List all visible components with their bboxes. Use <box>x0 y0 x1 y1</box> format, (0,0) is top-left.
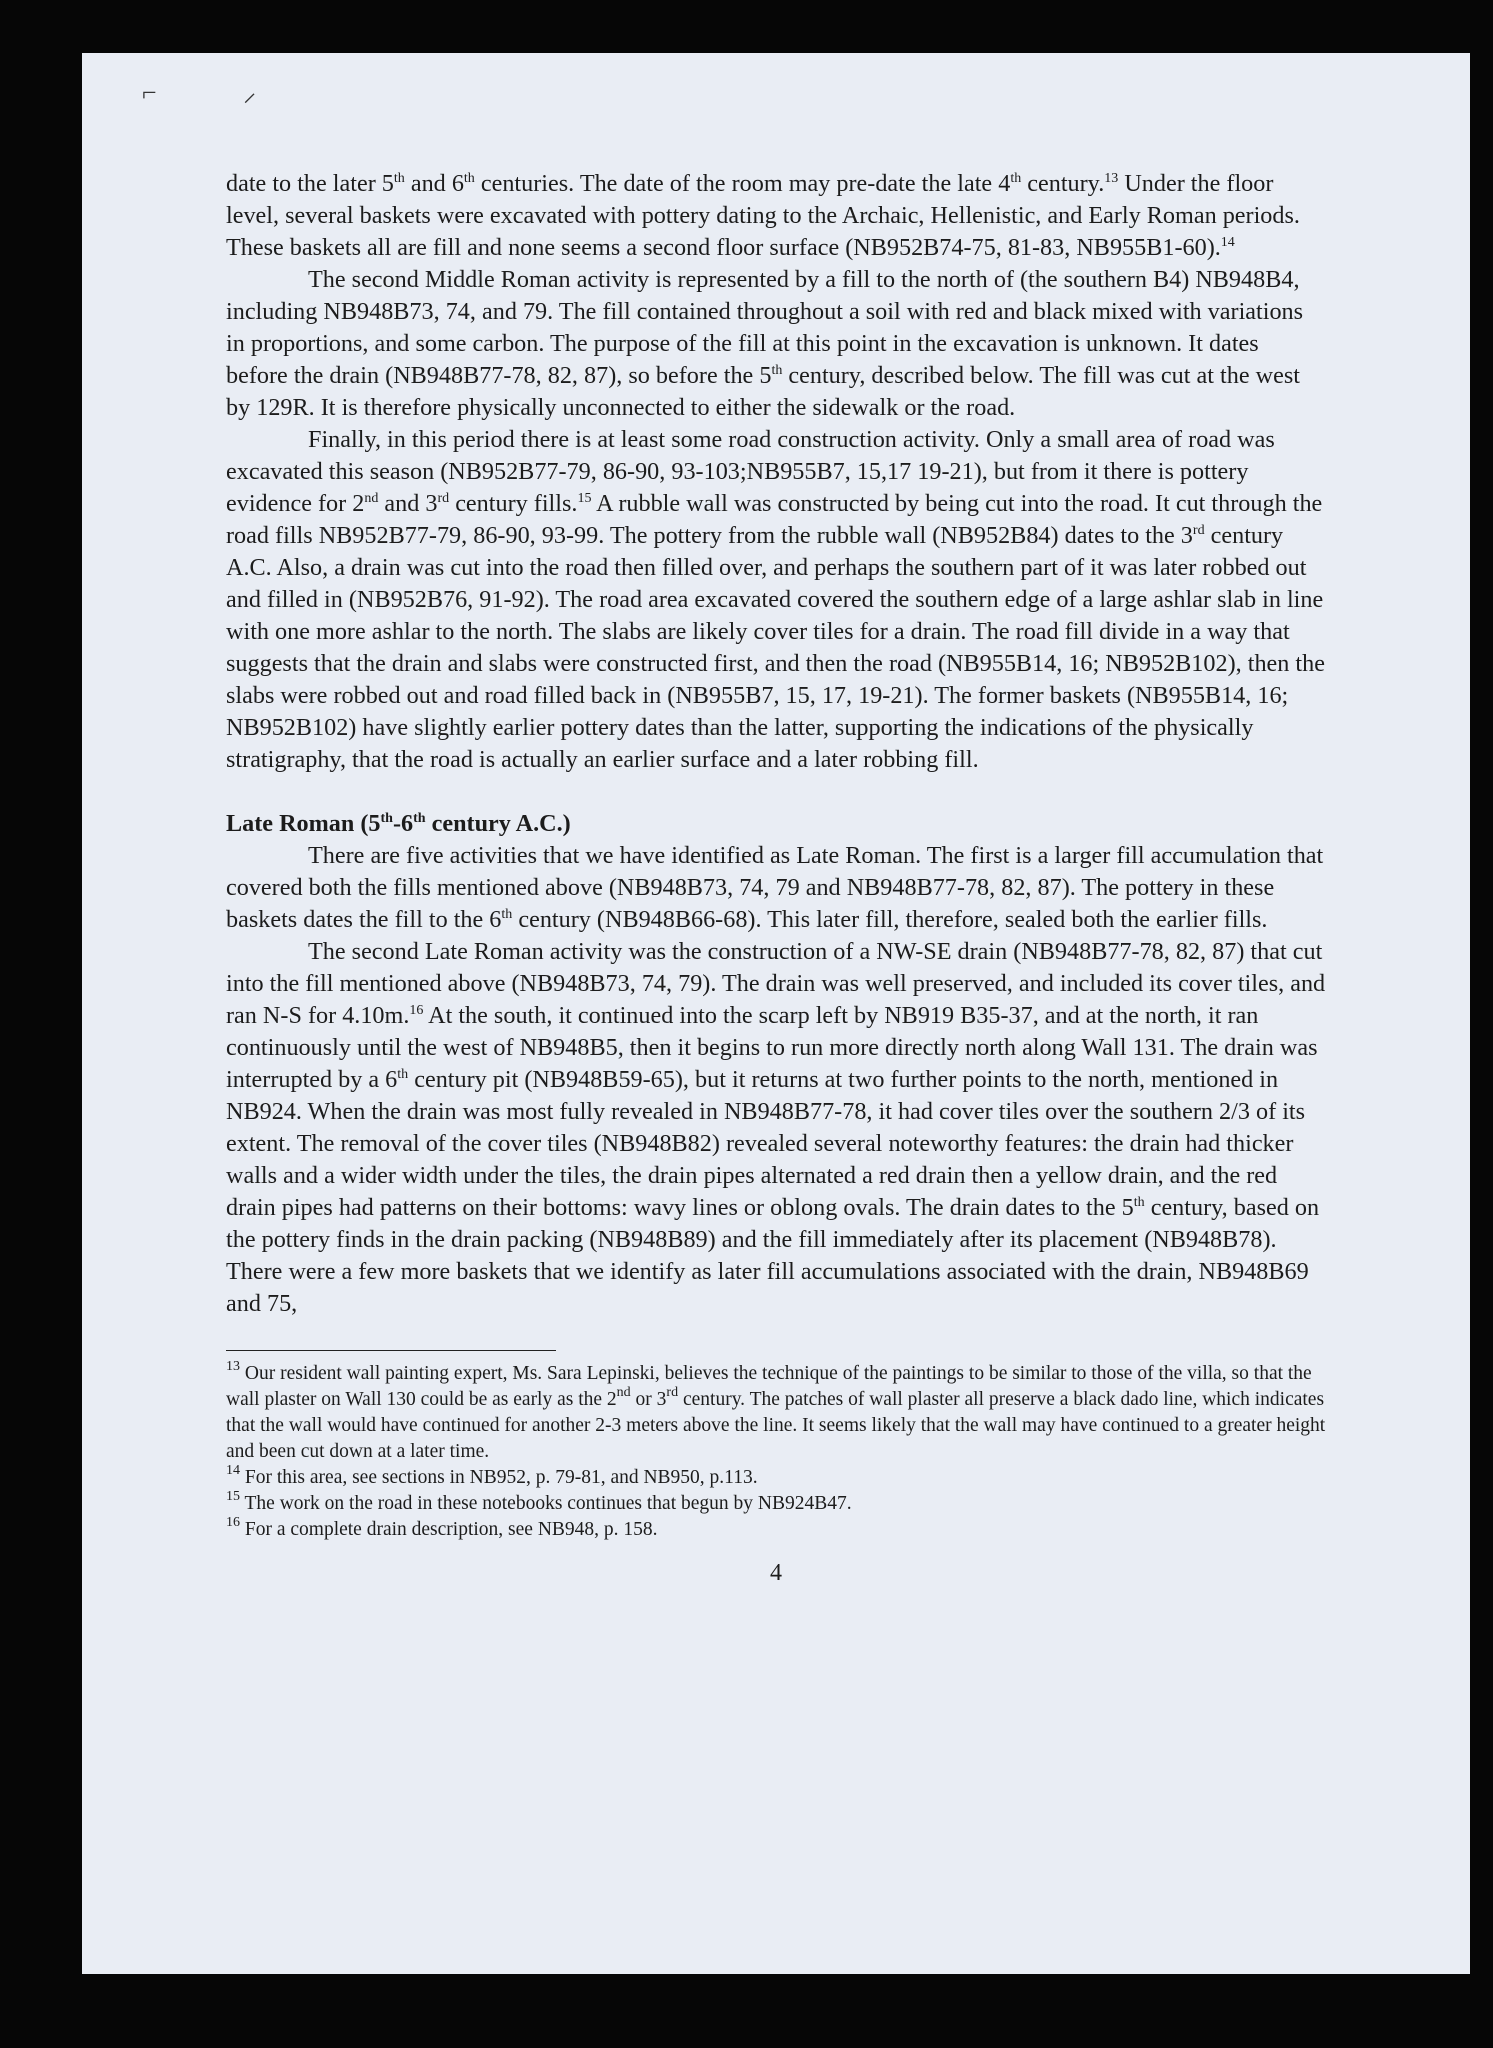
footnote: $^{15}$ The work on the road in these notebooks continues that begun by NB924B47. <box>226 1489 852 1514</box>
superscript: nd <box>616 1385 631 1400</box>
superscript: 13 <box>226 1359 240 1374</box>
superscript: rd <box>437 491 450 506</box>
footnotes <box>226 1361 1326 1543</box>
paragraph: The second Late Roman activity was the construction of a NW-SE drain (NB948B77-78, 82, 87) that cut into the fill mentioned above (NB948B73, 74, 79). The drain was well preserved, and included its cover tiles, and ran N-S for 4.10m.$^{16}$ At the south, it continued into the scarp left by NB919 B35-37, and at the north, it ran continuously until the west of NB948B5, then it begins to run more directly north along Wall 131. The drain was interrupted by a 6th century pit (NB948B59-65), but it returns at two further points to the north, mentioned in NB924. When the drain was most fully revealed in NB948B77-78, it had cover tiles over the southern 2/3 of its extent. The removal of the cover tiles (NB948B82) revealed several noteworthy features: the drain had thicker walls and a wider width under the tiles, the drain pipes alternated a red drain then a yellow drain, and the red drain pipes had patterns on their bottoms: wavy lines or oblong ovals. The drain dates to the 5th century, based on the pottery finds in the drain packing (NB948B89) and the fill immediately after its placement (NB948B78). There were a few more baskets that we identify as later fill accumulations associated with the drain, NB948B69 and 75, <box>226 938 1326 1317</box>
superscript: th <box>397 1067 409 1082</box>
section-heading: Late Roman (5th-6th century A.C.) <box>226 810 571 837</box>
paragraph: Finally, in this period there is at least some road construction activity. Only a small area of road was excavated this season (NB952B77-79, 86-90, 93-103;NB955B7, 15,17 19-21), but from it there is pottery evidence for 2nd and 3rd century fills.$^{15}$ A rubble wall was constructed by being cut into the road. It cut through the road fills NB952B77-79, 86-90, 93-99. The pottery from the rubble wall (NB952B84) dates to the 3rd century A.C. Also, a drain was cut into the road then filled over, and perhaps the southern part of it was later robbed out and filled in (NB952B76, 91-92). The road area excavated covered the southern edge of a large ashlar slab in line with one more ashlar to the north. The slabs are likely cover tiles for a drain. The road fill divide in a way that suggests that the drain and slabs were constructed first, and then the road (NB955B14, 16; NB952B102), then the slabs were robbed out and road filled back in (NB955B7, 15, 17, 19-21). The former baskets (NB955B14, 16; NB952B102) have slightly earlier pottery dates than the latter, supporting the indications of the physically stratigraphy, that the road is actually an earlier surface and a later robbing fill. <box>226 426 1325 773</box>
superscript: 14 <box>226 1463 240 1478</box>
superscript: nd <box>364 491 379 506</box>
pen-marks: ⌐ ⸝ <box>142 78 297 107</box>
superscript: 16 <box>409 1003 424 1018</box>
superscript: rd <box>666 1385 679 1400</box>
superscript: rd <box>1192 523 1205 538</box>
superscript: 13 <box>1104 171 1119 186</box>
superscript: th <box>1010 171 1022 186</box>
superscript: th <box>1133 1195 1145 1210</box>
superscript: 16 <box>226 1515 240 1530</box>
page-number: 4 <box>770 1560 782 1586</box>
superscript: th <box>501 907 513 922</box>
superscript: th <box>463 171 475 186</box>
superscript: th <box>771 363 783 378</box>
body-text <box>226 168 1326 1589</box>
paragraph: The second Middle Roman activity is represented by a fill to the north of (the southern B4) NB948B4, including NB948B73, 74, and 79. The fill contained throughout a soil with red and black mixed with variations in proportions, and some carbon. The purpose of the fill at this point in the excavation is unknown. It dates before the drain (NB948B77-78, 82, 87), so before the 5th century, described below. The fill was cut at the west by 129R. It is therefore physically unconnected to either the sidewalk or the road. <box>226 266 1304 421</box>
superscript: th <box>393 171 405 186</box>
footnote-rule <box>226 1350 556 1351</box>
footnote: $^{14}$ For this area, see sections in NB952, p. 79-81, and NB950, p.113. <box>226 1463 758 1488</box>
superscript: 15 <box>226 1489 240 1504</box>
footnote: $^{16}$ For a complete drain description, see NB948, p. 158. <box>226 1515 658 1540</box>
footnote: $^{13}$ Our resident wall painting expert, Ms. Sara Lepinski, believes the technique of the paintings to be similar to those of the villa, so that the wall plaster on Wall 130 could be as early as the 2nd or 3rd century. The patches of wall plaster all preserve a black dado line, which indicates that the wall would have continued for another 2-3 meters above the line. It seems likely that the wall may have continued to a greater height and been cut down at a later time. <box>226 1359 1326 1462</box>
superscript: th <box>413 811 426 826</box>
paragraph: There are five activities that we have identified as Late Roman. The first is a larger fill accumulation that covered both the fills mentioned above (NB948B73, 74, 79 and NB948B77-78, 82, 87). The pottery in these baskets dates the fill to the 6th century (NB948B66-68). This later fill, therefore, sealed both the earlier fills. <box>226 842 1324 933</box>
superscript: th <box>380 811 393 826</box>
paragraph: date to the later 5th and 6th centuries. The date of the room may pre-date the late 4th century.$^{13}$ Under the floor level, several baskets were excavated with pottery dating to the Archaic, Hellenistic, and Early Roman periods. These baskets all are fill and none seems a second floor surface (NB952B74-75, 81-83, NB955B1-60).$^{14}$ <box>226 170 1300 261</box>
superscript: 14 <box>1220 235 1235 250</box>
superscript: 15 <box>577 491 592 506</box>
document-page <box>82 53 1470 1974</box>
